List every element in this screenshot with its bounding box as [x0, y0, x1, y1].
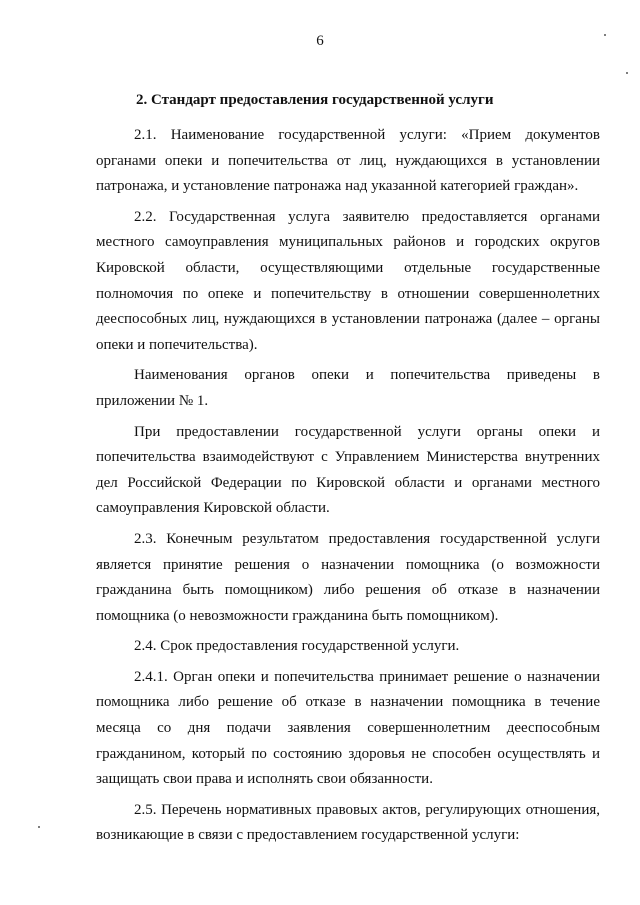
- scan-speck: [38, 826, 40, 828]
- paragraph-2-5: 2.5. Перечень нормативных правовых актов, регулирующих отношения, возникающие в связи с предоставлением государственной услуги:: [96, 801, 600, 844]
- body-text: [96, 123, 600, 854]
- scan-speck: [604, 34, 606, 36]
- paragraph-2-4: 2.4. Срок предоставления государственной услуги.: [134, 638, 460, 655]
- section-heading: 2. Стандарт предоставления государственной услуги: [136, 92, 494, 108]
- paragraph-interaction: При предоставлении государственной услуги органы опеки и попечительства взаимодействуют с Управлением Министерства внутренних дел Российской Федерации по Кировской области и органами местного самоуправления Кировской области.: [96, 423, 600, 517]
- page-number: 6: [316, 33, 324, 49]
- scan-speck: [626, 72, 628, 74]
- paragraph-2-2: 2.2. Государственная услуга заявителю предоставляется органами местного самоуправления муниципальных районов и городских округов Кировской области, осуществляющими отдельные государственные полномочия по опеке и попечительству в отношении совершеннолетних дееспособных лиц, нуждающихся в установлении патронажа (далее – органы опеки и попечительства).: [96, 208, 600, 353]
- paragraph-2-3: 2.3. Конечным результатом предоставления государственной услуги является принятие решения о назначении помощника (о возможности гражданина быть помощником) либо решения об отказе в назначении помощника (о невозможности гражданина быть помощником).: [96, 530, 600, 624]
- paragraph-2-4-1: 2.4.1. Орган опеки и попечительства принимает решение о назначении помощника либо решение об отказе в назначении помощника в течение месяца со дня подачи заявления совершеннолетним дееспособным гражданином, который по состоянию здоровья не способен осуществлять и защищать свои права и исполнять свои обязанности.: [96, 668, 600, 788]
- paragraph-2-1: 2.1. Наименование государственной услуги: «Прием документов органами опеки и попечительства от лиц, нуждающихся в установлении патронажа, и установление патронажа над указанной категорией граждан».: [96, 127, 600, 195]
- paragraph-authorities-list: Наименования органов опеки и попечительства приведены в приложении № 1.: [96, 367, 600, 409]
